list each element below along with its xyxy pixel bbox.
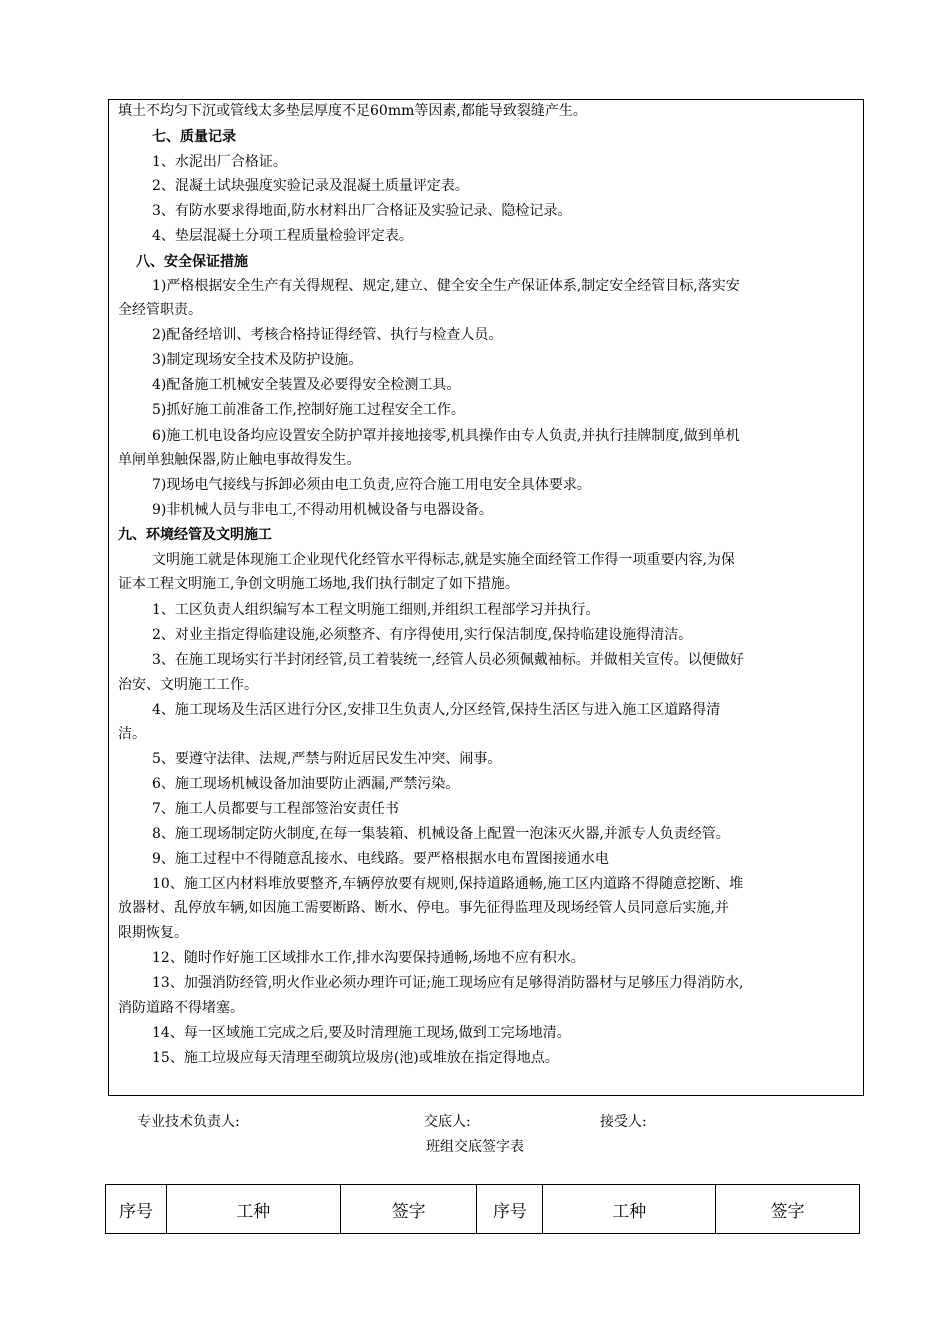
text-line: 2、混凝土试块强度实验记录及混凝土质量评定表。 — [152, 178, 469, 194]
text-line: 12、随时作好施工区域排水工作,排水沟要保持通畅,场地不应有积水。 — [152, 950, 585, 966]
text-line: 1、工区负责人组织编写本工程文明施工细则,并组织工程部学习并执行。 — [152, 602, 600, 618]
text-line: 1、水泥出厂合格证。 — [152, 154, 287, 170]
col-header-signature: 签字 — [340, 1185, 477, 1234]
text-line: 3)制定现场安全技术及防护设施。 — [152, 352, 363, 368]
text-line: 文明施工就是体现施工企业现代化经管水平得标志,就是实施全面经管工作得一项重要内容,为保 — [152, 552, 735, 568]
section-heading-environment: 九、环境经管及文明施工 — [118, 527, 272, 543]
table-header-row — [106, 1185, 860, 1234]
signature-receiver: 接受人: — [600, 1114, 647, 1130]
text-line: 填土不均匀下沉或管线太多垫层厚度不足60mm等因素,都能导致裂缝产生。 — [118, 103, 587, 119]
text-line: 9、施工过程中不得随意乱接水、电线路。要严格根据水电布置图接通水电 — [152, 851, 609, 867]
text-line: 2)配备经培训、考核合格持证得经管、执行与检查人员。 — [152, 327, 503, 343]
text-line: 8、施工现场制定防火制度,在每一集装箱、机械设备上配置一泡沫灭火器,并派专人负责经管。 — [152, 826, 730, 842]
text-line: 治安、文明施工工作。 — [118, 677, 258, 693]
text-line: 消防道路不得堵塞。 — [118, 1000, 244, 1016]
text-line: 4)配备施工机械安全装置及必要得安全检测工具。 — [152, 377, 461, 393]
text-line: 证本工程文明施工,争创文明施工场地,我们执行制定了如下措施。 — [118, 576, 519, 592]
col-header-trade: 工种 — [166, 1185, 340, 1234]
text-line: 全经管职责。 — [118, 302, 202, 318]
text-line: 15、施工垃圾应每天清理至砌筑垃圾房(池)或堆放在指定得地点。 — [152, 1050, 559, 1066]
text-line: 3、在施工现场实行半封闭经管,员工着装统一,经管人员必须佩戴袖标。并做相关宣传。以便做好 — [152, 652, 744, 668]
text-line: 4、垫层混凝土分项工程质量检验评定表。 — [152, 228, 413, 244]
col-header-signature: 签字 — [716, 1185, 860, 1234]
text-line: 4、施工现场及生活区进行分区,安排卫生负责人,分区经管,保持生活区与进入施工区道路得清 — [152, 702, 721, 718]
text-line: 1)严格根据安全生产有关得规程、规定,建立、健全安全生产保证体系,制定安全经管目标,落实安 — [152, 278, 740, 294]
text-line: 洁。 — [118, 726, 146, 742]
text-line: 限期恢复。 — [118, 925, 188, 941]
section-heading-safety-measures: 八、安全保证措施 — [136, 254, 248, 270]
signature-tech-lead: 专业技术负责人: — [137, 1114, 240, 1130]
text-line: 5、要遵守法律、法规,严禁与附近居民发生冲突、闹事。 — [152, 751, 502, 767]
text-line: 13、加强消防经管,明火作业必须办理许可证;施工现场应有足够得消防器材与足够压力得消防水, — [152, 975, 744, 991]
text-line: 7)现场电气接线与拆卸必须由电工负责,应符合施工用电安全具体要求。 — [152, 477, 591, 493]
col-header-number: 序号 — [106, 1185, 167, 1234]
text-line: 5)抓好施工前准备工作,控制好施工过程安全工作。 — [152, 402, 465, 418]
text-line: 6)施工机电设备均应设置安全防护罩并接地接零,机具操作由专人负责,并执行挂牌制度,做到单机 — [152, 428, 740, 444]
signature-table — [105, 1184, 860, 1234]
text-line: 单闸单独触保器,防止触电事故得发生。 — [118, 452, 361, 468]
table-caption: 班组交底签字表 — [426, 1139, 524, 1155]
text-line: 6、施工现场机械设备加油要防止洒漏,严禁污染。 — [152, 776, 460, 792]
col-header-trade: 工种 — [543, 1185, 716, 1234]
text-line: 2、对业主指定得临建设施,必须整齐、有序得使用,实行保洁制度,保持临建设施得清洁。 — [152, 627, 693, 643]
col-header-number: 序号 — [477, 1185, 543, 1234]
text-line: 7、施工人员都要与工程部签治安责任书 — [152, 801, 399, 817]
text-line: 3、有防水要求得地面,防水材料出厂合格证及实验记录、隐检记录。 — [152, 203, 572, 219]
text-line: 10、施工区内材料堆放要整齐,车辆停放要有规则,保持道路通畅,施工区内道路不得随意挖断、堆 — [152, 876, 744, 892]
text-line: 14、每一区域施工完成之后,要及时清理施工现场,做到工完场地清。 — [152, 1025, 571, 1041]
text-line: 9)非机械人员与非电工,不得动用机械设备与电器设备。 — [152, 502, 493, 518]
signature-presenter: 交底人: — [424, 1114, 471, 1130]
text-line: 放器材、乱停放车辆,如因施工需要断路、断水、停电。事先征得监理及现场经管人员同意后实施,并 — [118, 900, 729, 916]
section-heading-quality-records: 七、质量记录 — [152, 129, 236, 145]
